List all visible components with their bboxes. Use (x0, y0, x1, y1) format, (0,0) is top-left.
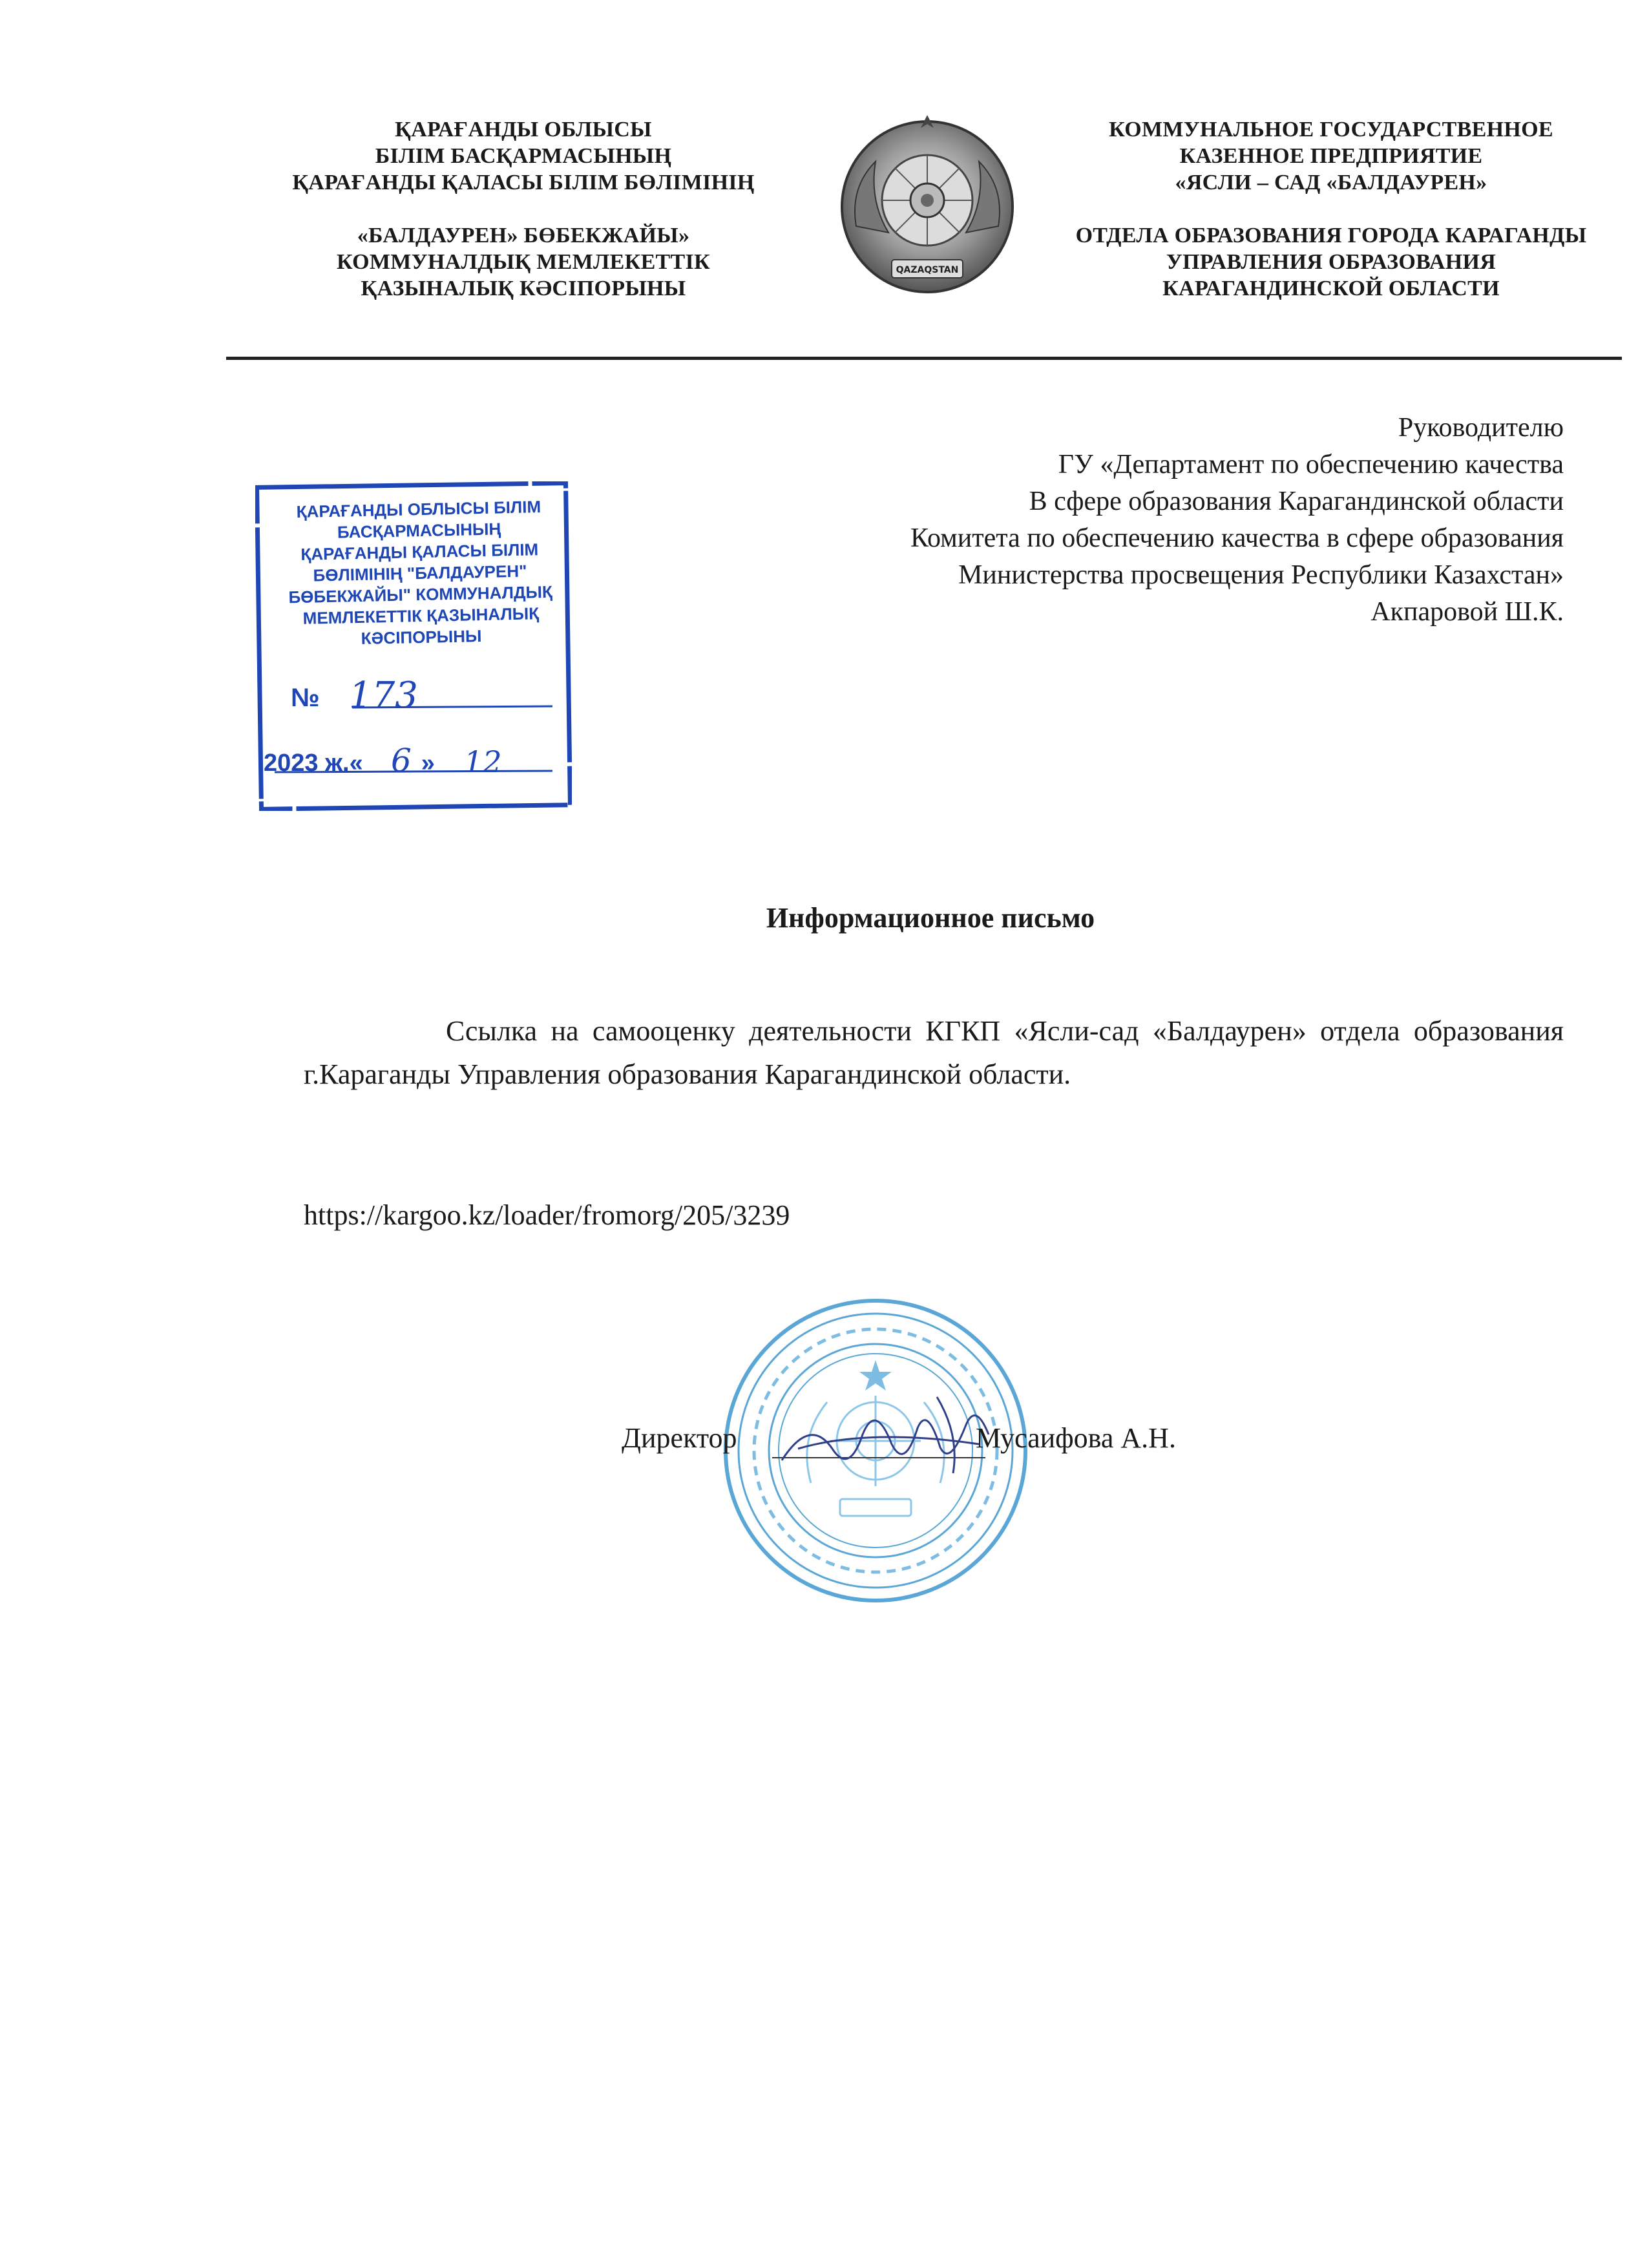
stamp-line-7: КӘСІПОРЫНЫ (361, 626, 482, 648)
letterhead-russian-line-4: ОТДЕЛА ОБРАЗОВАНИЯ ГОРОДА КАРАГАНДЫ (1075, 224, 1587, 247)
signatory-name: Мусаифова А.Н. (976, 1422, 1176, 1454)
stamp-date-day: 6 (391, 742, 412, 779)
stamp-line-6: МЕМЛЕКЕТТІК ҚАЗЫНАЛЫҚ (302, 604, 540, 628)
state-emblem-icon (830, 110, 1024, 304)
stamp-number-label: № (291, 684, 320, 712)
stamp-line-4: БӨЛІМІНІҢ "БАЛДАУРЕН" (313, 561, 527, 585)
svg-text:QAZAQSTAN: QAZAQSTAN (896, 265, 959, 275)
letterhead-kazakh-line-6: ҚАЗЫНАЛЫҚ КӘСІПОРЫНЫ (361, 277, 686, 300)
signature-scribble (772, 1389, 1005, 1480)
self-assessment-link[interactable]: https://kargoo.kz/loader/fromorg/205/3239 (304, 1199, 790, 1231)
letterhead-russian-line-3: «ЯСЛИ – САД «БАЛДАУРЕН» (1175, 171, 1487, 194)
addressee-line-6: Акпаровой Ш.К. (1371, 597, 1564, 627)
letterhead-kazakh-line-3: ҚАРАҒАНДЫ ҚАЛАСЫ БІЛІМ БӨЛІМІНІҢ (292, 171, 755, 194)
letterhead-kazakh-line-2: БІЛІМ БАСҚАРМАСЫНЫҢ (375, 144, 672, 168)
registration-stamp-text (283, 496, 558, 651)
addressee-line-3: В сфере образования Карагандинской области (1029, 487, 1564, 516)
signature-title: Директор (622, 1422, 737, 1454)
letterhead-russian-line-2: КАЗЕННОЕ ПРЕДПРИЯТИЕ (1179, 144, 1483, 168)
addressee-block (594, 410, 1564, 631)
stamp-date-month: 12 (464, 744, 502, 779)
letterhead-russian-line-6: КАРАГАНДИНСКОЙ ОБЛАСТИ (1162, 277, 1500, 300)
letterhead-spacer (246, 196, 801, 222)
stamp-line-5: БӨБЕКЖАЙЫ" КОММУНАЛДЫҚ (288, 582, 553, 607)
stamp-number-handwritten: 173 (349, 675, 418, 717)
letterhead-russian-line-5: УПРАВЛЕНИЯ ОБРАЗОВАНИЯ (1166, 250, 1497, 274)
letterhead-kazakh-line-4: «БАЛДАУРЕН» БӨБЕКЖАЙЫ» (357, 224, 690, 247)
addressee-line-2: ГУ «Департамент по обеспечению качества (1058, 450, 1564, 479)
letterhead-russian-line-1: КОММУНАЛЬНОЕ ГОСУДАРСТВЕННОЕ (1109, 118, 1553, 142)
addressee-line-1: Руководителю (1398, 413, 1564, 443)
stamp-line-2: БАСҚАРМАСЫНЫҢ (337, 519, 501, 542)
stamp-date-prefix: 2023 ж.« (264, 750, 363, 777)
stamp-line-3: ҚАРАҒАНДЫ ҚАЛАСЫ БІЛІМ (300, 540, 539, 564)
letter-title: Информационное письмо (766, 902, 1095, 934)
stamp-date-mid: » (421, 750, 435, 777)
letterhead-kazakh-line-5: КОММУНАЛДЫҚ МЕМЛЕКЕТТІК (337, 250, 710, 274)
header-divider (226, 357, 1622, 360)
addressee-line-5: Министерства просвещения Республики Казахстан» (958, 560, 1564, 590)
letterhead-spacer (1040, 196, 1622, 222)
letterhead-kazakh-line-1: ҚАРАҒАНДЫ ОБЛЫСЫ (395, 118, 652, 142)
stamp-line-1: ҚАРАҒАНДЫ ОБЛЫСЫ БІЛІМ (296, 497, 541, 521)
letterhead-russian (1040, 116, 1622, 302)
addressee-line-4: Комитета по обеспечению качества в сфере образования (910, 523, 1564, 553)
letter-paragraph: Ссылка на самооценку деятельности КГКП «Ясли-сад «Балдаурен» отдела образования г.Караганды Управления образования Карагандинской области. (304, 1015, 1564, 1090)
letterhead-kazakh (246, 116, 801, 302)
